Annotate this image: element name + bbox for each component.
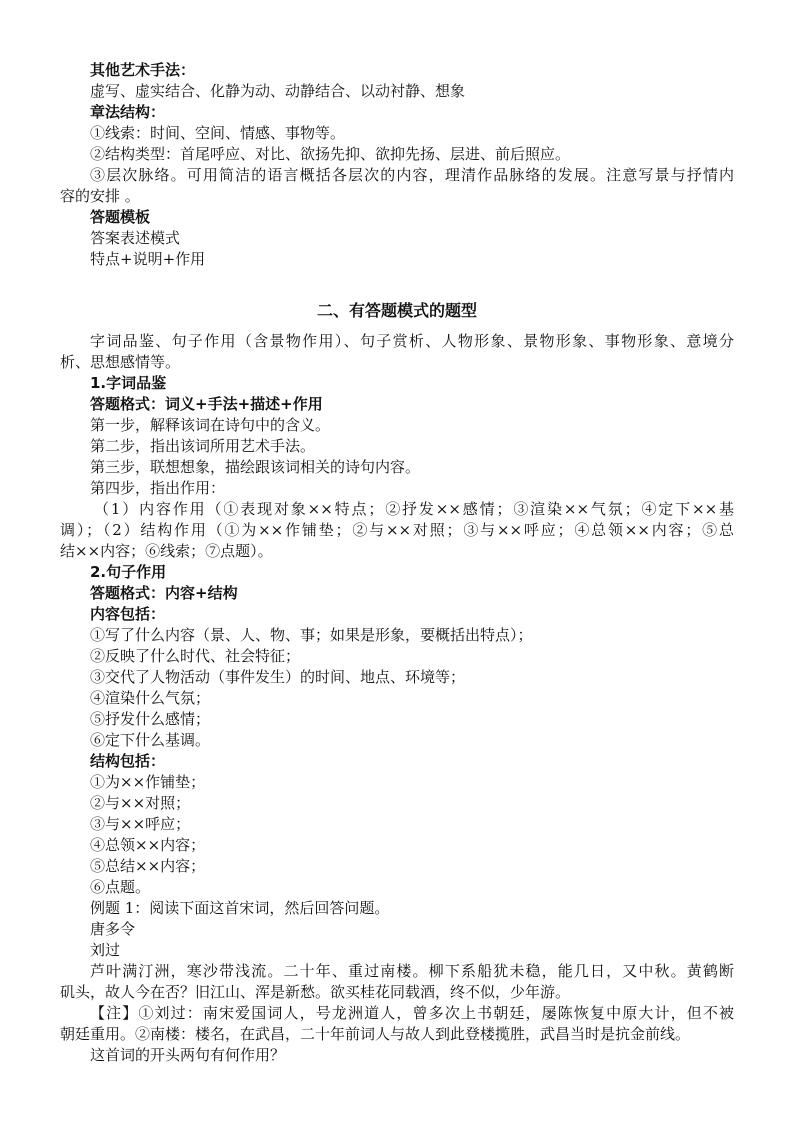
note-line-1: 【注】①刘过：南宋爱国词人，号龙洲道人，曾多次上书朝廷，屡陈恢复中原大计，但不被: [90, 1004, 734, 1022]
q2-title: 2.句子作用: [90, 563, 167, 581]
poem-author: 刘过: [90, 941, 121, 959]
content-item: ①写了什么内容（景、人、物、事；如果是形象，要概括出特点）；: [90, 626, 533, 644]
other-techniques-title: 其他艺术手法：: [90, 61, 196, 79]
structure-item-3-line2: 容的安排 。: [60, 187, 140, 205]
template-line-2: 特点+说明+作用: [90, 250, 206, 268]
q1-title: 1.字词品鉴: [90, 374, 167, 392]
poem-line-1: 芦叶满汀洲，寒沙带浅流。二十年、重过南楼。柳下系船犹未稳，能几日，又中秋。黄鹤断: [90, 962, 734, 980]
template-title: 答题模板: [90, 208, 151, 226]
structure-include-item: ②与××对照；: [90, 794, 191, 812]
q2-format: 答题格式：内容+结构: [90, 584, 238, 602]
content-item: ⑥定下什么基调。: [90, 731, 211, 749]
q1-step-2: 第二步，指出该词所用艺术手法。: [90, 437, 316, 455]
structure-include-item: ④总领××内容；: [90, 836, 206, 854]
q1-step-4: 第四步，指出作用：: [90, 479, 226, 497]
content-item: ③交代了人物活动（事件发生）的时间、地点、环境等；: [90, 668, 466, 686]
structure-item-3-line1: ③层次脉络。可用简洁的语言概括各层次的内容，理清作品脉络的发展。注意写景与抒情内: [90, 166, 734, 184]
intro-line-2: 析、思想感情等。: [60, 353, 181, 371]
content-item: ④渲染什么气氛；: [90, 689, 211, 707]
q1-role-line-3: 结××内容；⑥线索；⑦点题）。: [60, 542, 273, 560]
structure-item-2: ②结构类型：首尾呼应、对比、欲扬先抑、欲抑先扬、层进、前后照应。: [90, 145, 571, 163]
content-item: ⑤抒发什么感情；: [90, 710, 211, 728]
structure-includes-title: 结构包括：: [90, 752, 166, 770]
q1-step-1: 第一步，解释该词在诗句中的含义。: [90, 416, 331, 434]
structure-include-item: ①为××作铺垫；: [90, 773, 206, 791]
other-techniques-text: 虚写、虚实结合、化静为动、动静结合、以动衬静、想象: [90, 82, 466, 100]
q1-role-line-2: 调）；（2）结构作用（①为××作铺垫；②与××对照；③与××呼应；④总领××内容；⑤总: [60, 521, 734, 539]
q1-format: 答题格式：词义+手法+描述+作用: [90, 395, 323, 413]
example-intro: 例题 1：阅读下面这首宋词，然后回答问题。: [90, 899, 390, 917]
poem-line-2: 矶头，故人今在否？旧江山、浑是新愁。欲买桂花同载酒，终不似，少年游。: [60, 983, 571, 1001]
q1-step-3: 第三步，联想想象，描绘跟该词相关的诗句内容。: [90, 458, 421, 476]
structure-item-1: ①线索：时间、空间、情感、事物等。: [90, 124, 346, 142]
poem-title: 唐多令: [90, 920, 136, 938]
note-line-2: 朝廷重用。②南楼：楼名，在武昌，二十年前词人与故人到此登楼揽胜，武昌当时是抗金前线。: [60, 1025, 691, 1043]
structure-include-item: ⑤总结××内容；: [90, 857, 206, 875]
structure-include-item: ⑥点题。: [90, 878, 151, 896]
question: 这首词的开头两句有何作用？: [90, 1046, 286, 1064]
content-title: 内容包括：: [90, 605, 166, 623]
structure-include-item: ③与××呼应；: [90, 815, 191, 833]
structure-title: 章法结构：: [90, 103, 166, 121]
section-heading: 二、有答题模式的题型: [316, 301, 477, 320]
intro-line-1: 字词品鉴、句子作用（含景物作用）、句子赏析、人物形象、景物形象、事物形象、意境分: [90, 332, 734, 350]
q1-role-line-1: （1）内容作用（①表现对象××特点；②抒发××感情；③渲染××气氛；④定下××基: [94, 500, 734, 518]
content-item: ②反映了什么时代、社会特征；: [90, 647, 301, 665]
template-line-1: 答案表述模式: [90, 229, 181, 247]
